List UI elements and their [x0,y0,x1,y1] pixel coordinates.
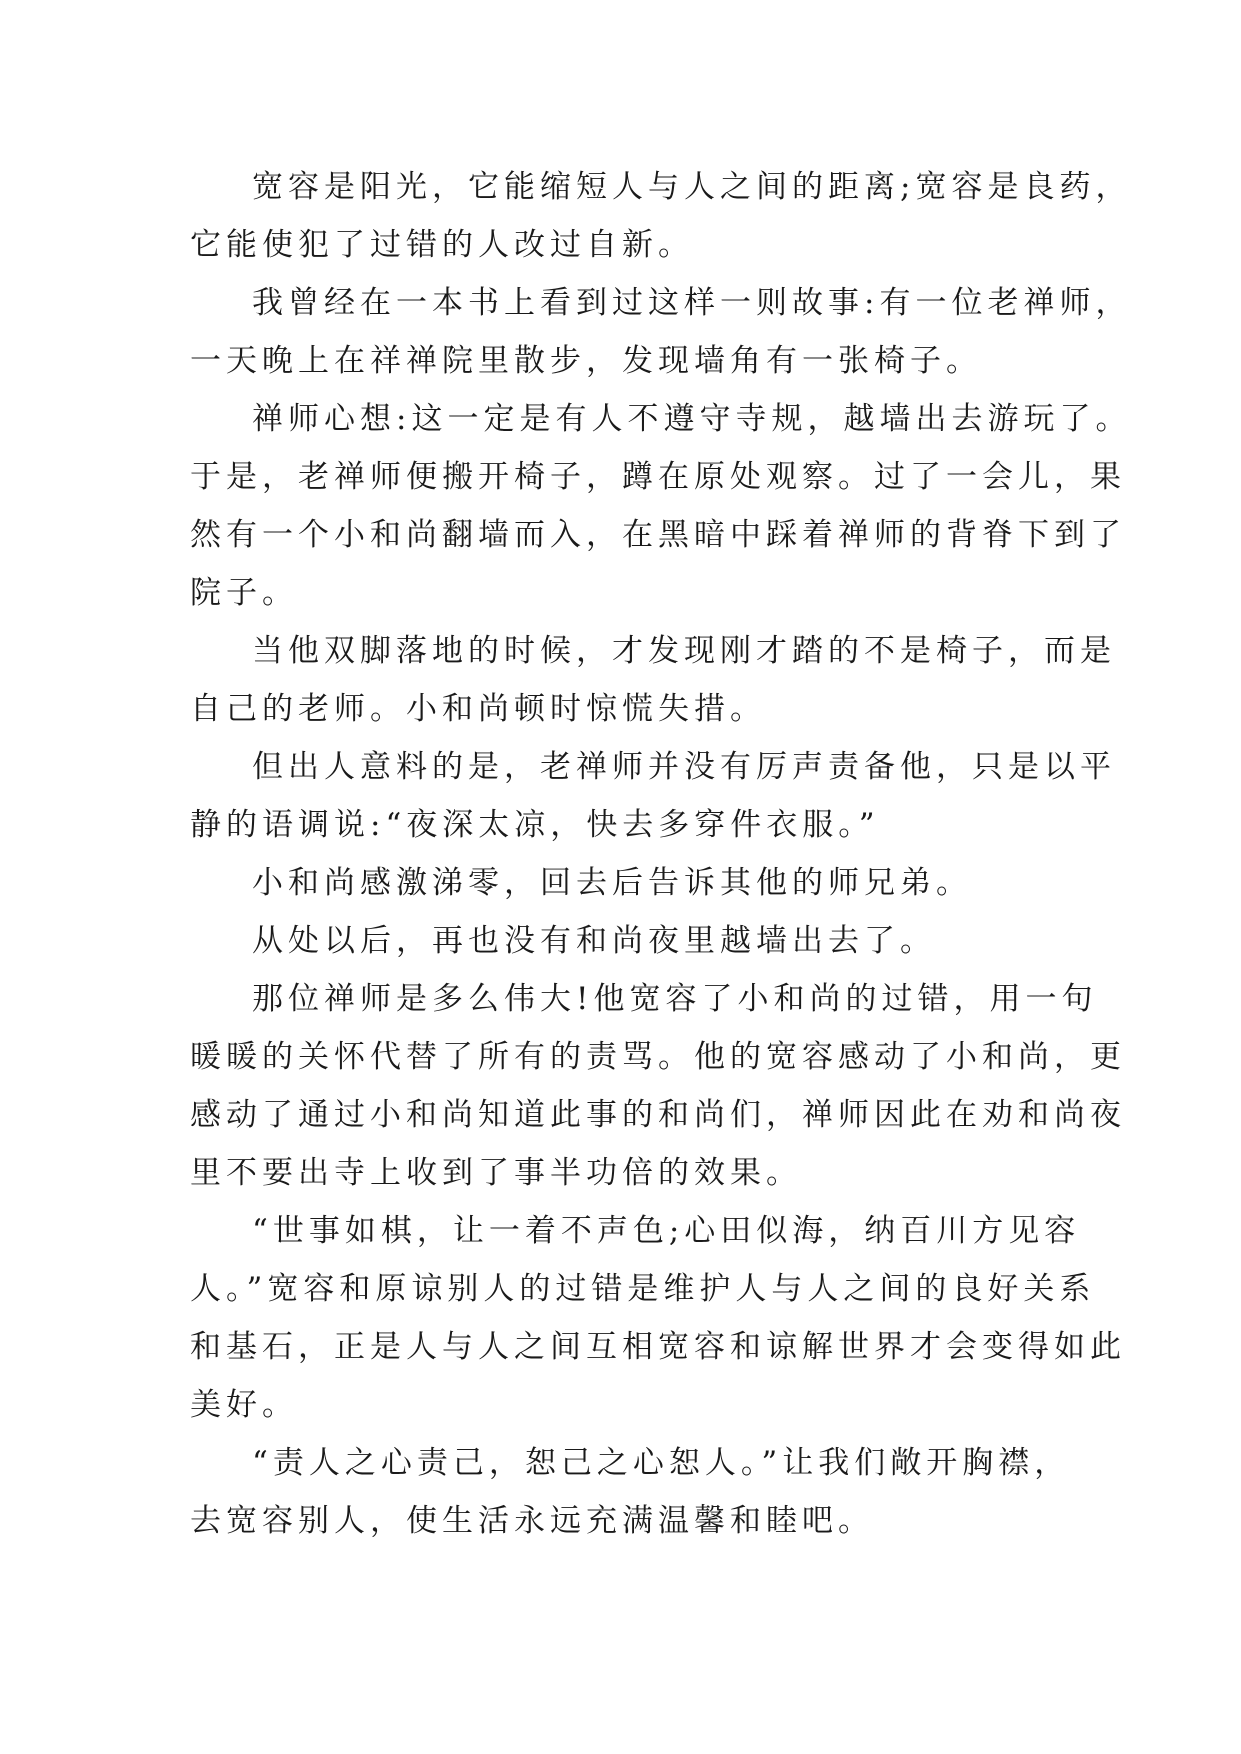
paragraph [190,274,1132,390]
paragraph-line: 美好。 [190,1387,298,1423]
paragraph-line: 然有一个小和尚翻墙而入，在黑暗中踩着禅师的背脊下到了 [190,517,1126,553]
paragraph-line: “责人之心责己，恕己之心恕人。”让我们敞开胸襟， [252,1445,1071,1481]
paragraph-line: 静的语调说:“夜深太凉，快去多穿件衣服。” [190,807,880,843]
paragraph-line: 感动了通过小和尚知道此事的和尚们，禅师因此在劝和尚夜 [190,1097,1126,1133]
paragraph-line: 自己的老师。小和尚顿时惊慌失措。 [190,691,766,727]
paragraph-line: 小和尚感激涕零，回去后告诉其他的师兄弟。 [252,865,972,901]
paragraph [190,970,1126,1202]
paragraph-line: 人。”宽容和原谅别人的过错是维护人与人之间的良好关系 [190,1271,1096,1307]
paragraph-line: “世事如棋，让一着不声色;心田似海，纳百川方见容 [252,1213,1081,1249]
paragraph [190,158,1132,274]
paragraph [190,1434,1070,1550]
paragraph [190,390,1132,622]
paragraph [190,1202,1126,1434]
paragraph-line: 我曾经在一本书上看到过这样一则故事:有一位老禅师， [252,285,1132,321]
paragraph-line: 宽容是阳光，它能缩短人与人之间的距离;宽容是良药， [252,169,1132,205]
paragraph-line: 院子。 [190,575,298,611]
paragraph-line: 从处以后，再也没有和尚夜里越墙出去了。 [252,923,936,959]
paragraph-line: 它能使犯了过错的人改过自新。 [190,227,694,263]
paragraph [190,854,1070,912]
paragraph-line: 和基石，正是人与人之间互相宽容和谅解世界才会变得如此 [190,1329,1126,1365]
paragraph-line: 但出人意料的是，老禅师并没有厉声责备他，只是以平 [252,749,1116,785]
paragraph [190,738,1116,854]
paragraph-line: 那位禅师是多么伟大!他宽容了小和尚的过错，用一句 [252,981,1098,1017]
document-body [190,158,1132,1550]
paragraph [190,912,1070,970]
paragraph-line: 里不要出寺上收到了事半功倍的效果。 [190,1155,802,1191]
paragraph-line: 暖暖的关怀代替了所有的责骂。他的宽容感动了小和尚，更 [190,1039,1126,1075]
paragraph [190,622,1116,738]
paragraph-line: 一天晚上在祥禅院里散步，发现墙角有一张椅子。 [190,343,982,379]
paragraph-line: 当他双脚落地的时候，才发现刚才踏的不是椅子，而是 [252,633,1116,669]
paragraph-line: 于是，老禅师便搬开椅子，蹲在原处观察。过了一会儿，果 [190,459,1126,495]
paragraph-line: 禅师心想:这一定是有人不遵守寺规，越墙出去游玩了。 [252,401,1132,437]
paragraph-line: 去宽容别人，使生活永远充满温馨和睦吧。 [190,1503,874,1539]
